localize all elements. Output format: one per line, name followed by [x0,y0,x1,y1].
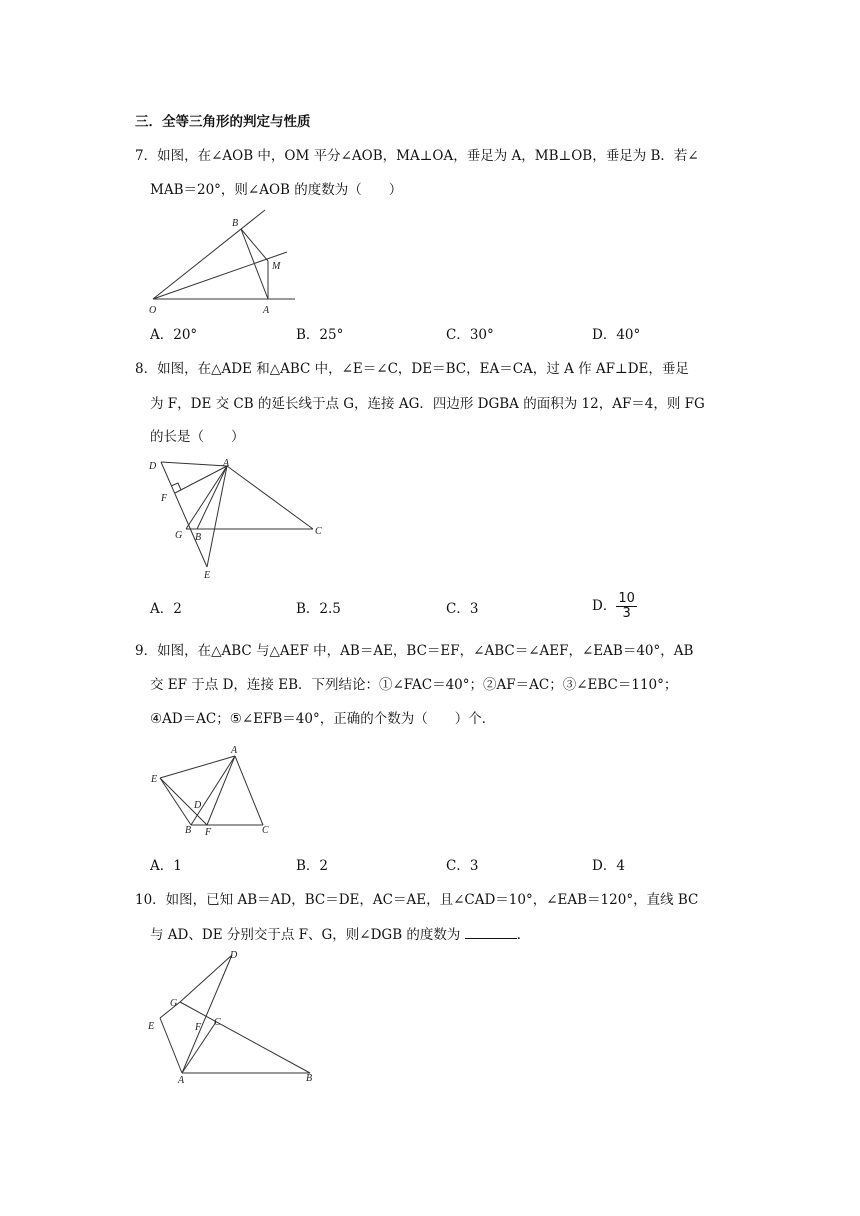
q10-text-line2-pre: 与 AD、DE 分别交于点 F、G，则∠DGB 的度数为 [150,927,461,943]
q9-label-c: C [262,825,269,836]
q9-text-line2: 交 EF 于点 D，连接 EB．下列结论：①∠FAC＝40°；②AF＝AC；③∠EBC＝110°； [150,677,678,693]
q7-label-b: B [232,218,239,229]
q7-text-line1: 7．如图，在∠AOB 中，OM 平分∠AOB，MA⊥OA，垂足为 A，MB⊥OB，垂足为 B．若∠ [135,148,699,164]
q8-label-b: B [195,532,202,543]
q9-label-f: F [205,827,212,838]
q9-option-a: A．1 [150,858,182,874]
q8-option-d-fraction [616,592,637,621]
q10-label-a: A [178,1075,185,1085]
q8-label-d: D [149,461,157,472]
q8-option-d-label: D． [592,598,617,614]
q10-label-d: D [230,950,238,961]
q8-option-d-denominator: 3 [622,606,631,621]
q8-option-a: A．2 [150,601,182,617]
q10-answer-blank[interactable] [465,924,517,939]
q10-figure [140,945,325,1085]
q9-figure [145,740,280,840]
q8-label-c: C [315,526,322,537]
q9-option-d: D．4 [592,858,625,874]
q7-option-c: C．30° [446,327,494,343]
q7-option-d: D．40° [592,327,641,343]
q10-text-line1: 10．如图，已知 AB＝AD，BC＝DE，AC＝AE，且∠CAD＝10°，∠EAB＝120°，直线 BC [135,892,699,908]
q8-label-g: G [175,530,183,541]
q10-label-e: E [148,1021,155,1032]
q10-label-b: B [306,1073,313,1084]
q7-label-o: O [149,305,157,316]
q9-label-b: B [185,825,192,836]
q8-text-line3: 的长是（ ） [150,429,245,445]
q7-figure [145,205,305,320]
q9-text-line3: ④AD＝AC；⑤∠EFB＝40°，正确的个数为（ ）个． [150,711,496,727]
section-title: 三．全等三角形的判定与性质 [135,114,311,130]
q7-option-a: A．20° [150,327,198,343]
q9-label-a: A [231,745,238,756]
q8-option-d [592,592,637,621]
q9-option-c: C．3 [446,858,479,874]
q8-figure [145,455,335,585]
q8-text-line2: 为 F，DE 交 CB 的延长线于点 G，连接 AG．四边形 DGBA 的面积为 12，AF＝4，则 FG [150,396,705,412]
q7-label-m: M [272,261,281,272]
q9-option-b: B．2 [296,858,329,874]
q8-label-f: F [161,493,168,504]
q8-option-b: B．2.5 [296,601,341,617]
q10-label-g: G [170,998,178,1009]
q8-option-d-numerator: 10 [618,591,635,606]
q9-text-line1: 9．如图，在△ABC 与△AEF 中，AB＝AE，BC＝EF，∠ABC＝∠AEF，∠EAB＝40°，AB [135,643,694,659]
q7-text-line2: MAB＝20°，则∠AOB 的度数为（ ） [150,182,403,198]
q8-label-a: A [223,458,230,469]
q10-label-f: F [195,1022,202,1033]
q7-label-a: A [263,305,270,316]
q8-text-line1: 8．如图，在△ADE 和△ABC 中，∠E＝∠C，DE＝BC，EA＝CA，过 A 作 AF⊥DE，垂足 [135,361,689,377]
q10-text-line2 [150,924,750,945]
q8-option-c: C．3 [446,601,479,617]
q9-label-d: D [194,800,202,811]
q10-label-c: C [214,1017,221,1028]
q8-label-e: E [204,570,211,581]
q9-label-e: E [151,774,158,785]
q10-text-line2-post: ． [516,927,531,943]
q7-option-b: B．25° [296,327,344,343]
